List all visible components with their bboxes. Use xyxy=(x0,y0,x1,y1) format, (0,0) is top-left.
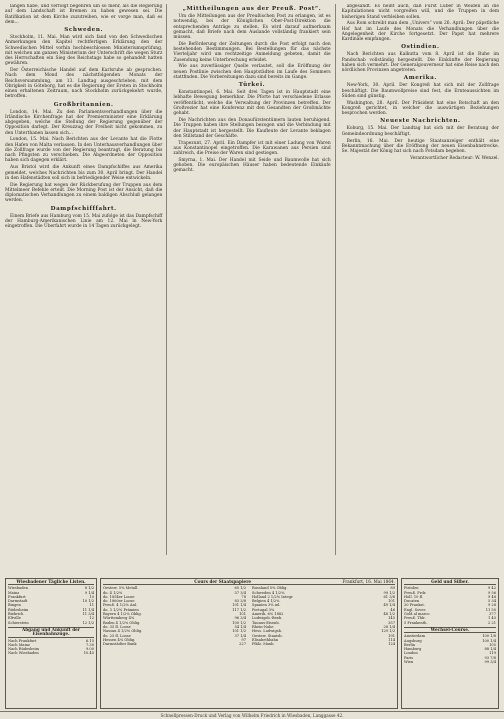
main-table-grid xyxy=(103,586,395,707)
row-label: Gold al marco xyxy=(404,612,430,617)
row-value: 357 xyxy=(388,620,395,625)
paragraph: London, 15. Mai. Nach Berichten aus der Levante hat die Flotte den Hafen von Malta verlassen. In den Unterhausverhandlungen über die Zollfrage wurde von der Regierung beantragt, die Beratung bis nach Pfingsten zu verschieben. Die Abgeordneten der Opposition haben sich dagegen erklärt. xyxy=(5,137,163,164)
row-label: do. 1854er Loose xyxy=(103,594,135,599)
section-heading: Türkei. xyxy=(238,82,266,89)
row-value: 101 xyxy=(239,612,246,617)
row-label: Hessen 4% Oblig. xyxy=(103,637,136,642)
imprint-footer: Schnellpressen-Druck und Verlag von Wilhelm Friedrich in Wiesbaden, Langgasse 42. xyxy=(0,711,504,718)
row-value: 88 1/4 xyxy=(484,647,496,652)
paragraph: Stockholm, 11. Mai. Man wird sich fand von den Schwedischen Anmerkungen den Kapitel rechtfertigen Erklärung den der Schwedischen Mittel vorhin hochbeschlossen Ministeriumsprüfung, mit welchen am ganzen Ministerium der Unterschrift die wegen Sturz des Herrschaften ein Sieg des Reichstags habe so gehandelt hatten gewähren. xyxy=(5,35,163,67)
row-value: 97 xyxy=(241,637,246,642)
row-label: Rüdesheim xyxy=(8,607,29,612)
paragraph: Smyrna, 1. Mai. Der Handel mit Seide und Baumwolle hat sich gehoben. Die europäischen Häuser haben bedeutende Einkäufe gemacht. xyxy=(173,157,331,174)
row-label: Spanien 3% inl. xyxy=(252,603,281,608)
table-title xyxy=(103,580,395,585)
table-row xyxy=(252,642,395,646)
paragraph: Washington, 28. April. Der Präsident hat eine Botschaft an den Kongreß gerichtet, in welcher die auswärtigen Beziehungen besprochen werden. xyxy=(341,100,499,117)
row-label: do. 4 1/2% xyxy=(103,590,123,595)
paragraph: Der Österreichische Handel auf dem Karlsruhe ab gesprochen. Nach dem Mond des nächstfolgenden Monats der Reichsversammlung, am 13. Landtag ausgeschrieben, mit dem Obrigkeit in Göteborg, hat es die Regierung der Ersten in Stockholm einen erhaltenen Zeitraum, nach Stockholm zurückgekehrt wurde, betroffen. xyxy=(5,68,163,100)
row-value: 124 xyxy=(388,642,395,647)
table-row xyxy=(103,642,246,646)
row-value: 9 56 xyxy=(487,590,496,595)
right-table xyxy=(401,578,499,709)
row-value: 7.30 xyxy=(85,642,94,647)
row-value: 145 xyxy=(388,616,395,621)
paragraph: Um die Mitteilungen aus der Preußischen Post zu erlangen, ist es notwendig, bei der Königlichen Ober-Post-Direktion die entsprechenden Anträge zu stellen. Es wird darauf aufmerksam gemacht, daß Briefe nach dem Auslande vollständig frankiert sein müssen. xyxy=(173,14,331,40)
row-label: Württemberg 4% xyxy=(103,616,135,621)
row-label: Baden 4 1/2% Oblig. xyxy=(103,620,141,625)
main-table-title: Cours der Staatspapiere xyxy=(194,579,252,584)
row-label: Taunus-Eisenb. xyxy=(252,620,280,625)
row-value: 114 xyxy=(388,637,395,642)
row-value: 99 1/2 xyxy=(383,590,395,595)
main-col-2 xyxy=(252,586,395,707)
row-label: do. 25 fl. Loose xyxy=(103,633,131,638)
paragraph: Nach Berichten aus Kalkutta vom 8. April ist die Ruhe im Pandschab vollständig hergestellt. Die Einkünfte der Regierung haben sich vermehrt. Der Generalgouverneur hat eine Reise nach den nördlichen Provinzen angetreten. xyxy=(341,52,499,74)
paragraph: Aus Bristol wird die Ankunft eines Dampfschiffes aus Amerika gemeldet, welches Nachrichten bis zum 30. April bringt. Der Handel in den Hafenstädten soll sich in befriedigender Weise entwickeln. xyxy=(5,165,163,181)
row-value: 12 1/2 xyxy=(82,620,94,625)
row-value: 129 1/2 xyxy=(381,629,395,634)
article-columns xyxy=(5,4,499,555)
row-label: Augsburg xyxy=(404,638,422,643)
row-value: 100 1/4 xyxy=(482,638,496,643)
section-heading: Schweden. xyxy=(64,27,104,33)
paragraph: Aus Rom schreibt man dem „Univers“ vom 26. April: Der päpstliche Hof hat im Laufe des Monats die Verhandlungen über die Angelegenheit der Kirche fortgesetzt. Der Papst hat mehrere Kardinäle empfangen. xyxy=(341,21,499,43)
row-value: 11 50 xyxy=(485,607,496,612)
row-label: Oesterr. Staatsb. xyxy=(252,633,283,638)
row-label: Portugal 3% xyxy=(252,607,275,612)
paragraph: langen habe, und verfolgt begehren um so mehr, als die Regierung auf dem Landschaft ist Bremen zu haben gewesen sei. Die Ratifikation ist dem Kirche zuzutreiben, wie er vorge man, daß es dem... xyxy=(5,4,163,25)
row-label: Schweden 4 1/2% xyxy=(252,590,285,595)
row-value: 49 1/4 xyxy=(383,603,395,608)
row-label: Holland 2 1/2% Integr. xyxy=(252,594,294,599)
editor-line: Verantwortlicher Redacteur: W. Wenzel. xyxy=(410,155,499,161)
row-value: 227 xyxy=(239,642,246,647)
row-value: 12 xyxy=(89,616,94,621)
row-value: 89 xyxy=(390,586,395,591)
paragraph: Berlin, 16. Mai. Der heutige Staatsanzeiger enthält eine Bekanntmachung über die Eröffnung der neuen Eisenbahnstrecke. Se. Majestät der König hat sich nach Potsdam begeben. xyxy=(341,138,499,155)
row-label: Preuß. 4 1/2% Anl. xyxy=(103,603,138,608)
row-label: Bingen xyxy=(8,603,21,608)
row-value: 93 7/8 xyxy=(484,655,496,660)
row-label: Nassau 4 1/2% Oblig. xyxy=(103,629,143,634)
paragraph: Wie aus zuverlässiger Quelle verlautet, soll die Eröffnung der neuen Postlinie zwischen den Hauptstädten im Laufe des Sommers stattfinden. Die Vorbereitungen dazu sind bereits im Gange. xyxy=(173,64,331,80)
row-value: 10 1/2 xyxy=(82,599,94,604)
row-value: 2 21 xyxy=(487,620,496,625)
row-value: 105 xyxy=(489,642,496,647)
row-label: London xyxy=(404,651,418,656)
row-label: Nach Wiesbaden xyxy=(8,651,39,656)
row-label: 5 Frankenth. xyxy=(404,620,428,625)
main-table-date: Frankfurt, 16. Mai 1864. xyxy=(342,579,395,584)
left-rows xyxy=(8,586,94,625)
paragraph: Konstantinopel, 6. Mai. Seit drei Tagen ist in Hauptstadt eine lebhafte Bewegung bemerkbar. Die Pforte hat verschiedene Erlasse veröffentlicht, welche die Verwaltung der Provinzen betreffen. Der Großvezier hat eine Konferenz mit den Gesandten der Großmächte gehabt. xyxy=(173,90,331,117)
row-label: Ducaten xyxy=(404,599,420,604)
row-label: Rhein-Nahe xyxy=(252,624,274,629)
row-value: 46 xyxy=(390,607,395,612)
row-label: Hess. Ludwigsb. xyxy=(252,629,283,634)
row-value: 377 xyxy=(489,612,496,617)
row-label: Preuß. Thlr. xyxy=(404,616,426,621)
row-value: 5 34 xyxy=(487,599,496,604)
right-rows xyxy=(404,586,496,625)
table-title: Geld und Silber. xyxy=(404,580,496,585)
paragraph: Die Beförderung der Zeitungen durch die Post erfolgt nach den bestehenden Bestimmungen. Bei Bestellungen für das nächste Vierteljahr wird um rechtzeitige Anmeldung gebeten, damit die Zusendung keine Unterbrechung erleidet. xyxy=(173,41,331,63)
row-value: 83 3/8 xyxy=(234,599,246,604)
paragraph: Die Nachrichten aus den Donaufürstentümern lauten beruhigend. Die Truppen haben ihre Stellungen bezogen und die Verbindung mit der Hauptstadt ist hergestellt. Die Kaufleute der Levante beklagen den Stillstand der Geschäfte. xyxy=(173,118,331,139)
row-value: 54 1/4 xyxy=(234,624,246,629)
row-value: 10 xyxy=(89,594,94,599)
row-value: 101 xyxy=(388,599,395,604)
table-title: Wiesbadener Tägliche Listen. xyxy=(8,580,94,585)
paragraph: Trapezunt, 27. April. Ein Dampfer ist mit einer Ladung von Waren aus Konstantinopel eingetroffen. Die Karawanen aus Persien sind zahlreich, die Preise der Waren sind gestiegen. xyxy=(173,140,331,157)
paragraph: Einem Briefe aus Hamburg vom 15. Mai zufolge ist das Dampfschiff der Hamburg-Amerikanischen Linie am 12. Mai in New-York eingetroffen. Die Überfahrt wurde in 14 Tagen zurückgelegt. xyxy=(5,213,163,230)
column-1 xyxy=(5,4,167,555)
row-value: 9 28 xyxy=(487,603,496,608)
row-value: 61 3/8 xyxy=(383,594,395,599)
row-label: Holl. 10 fl. xyxy=(404,594,424,599)
table-title: Abgang und Ankunft der Eisenbahnzüge. xyxy=(8,627,94,638)
row-value: 9.00 xyxy=(85,647,94,652)
row-value: 48 1/2 xyxy=(383,612,395,617)
section-heading: Amerika. xyxy=(403,75,437,82)
row-label: Wien xyxy=(404,660,414,665)
market-tables xyxy=(5,578,499,709)
row-label: do. 35 fl. Loose xyxy=(103,624,131,629)
row-label: Engl. Sover. xyxy=(404,607,426,612)
row-value: 117 1/2 xyxy=(232,607,246,612)
row-label: Nach Rüdesheim xyxy=(8,647,40,652)
row-value: 1 45 xyxy=(487,616,496,621)
row-value: 119 xyxy=(489,651,496,656)
left-rows-2 xyxy=(8,639,94,656)
paragraph: Die Regierung hat wegen der Rückberufung der Truppen aus dem Mittelmeer Befehle erteilt. Die Morning Post ist der Ansicht, daß die diplomatischen Verhandlungen zu einem baldigen Abschluß gelangen werden. xyxy=(5,182,163,204)
row-value: 78 xyxy=(241,594,246,599)
row-label: do. 1860er Loose xyxy=(103,599,135,604)
right-rows-2 xyxy=(404,634,496,664)
row-label: Russland 5% Oblig. xyxy=(252,586,288,591)
row-value: 9 42 xyxy=(487,586,496,591)
row-label: Paris xyxy=(404,655,414,660)
column-2 xyxy=(173,4,335,555)
row-label: Eltville xyxy=(8,616,21,621)
row-label: Amsterdam xyxy=(404,634,425,639)
row-label: Elisabethbahn xyxy=(252,637,279,642)
row-label: Amerik. 6% 1882 xyxy=(252,612,284,617)
row-value: 9 48 xyxy=(487,594,496,599)
row-label: Schierstein xyxy=(8,620,29,625)
row-value: 11 xyxy=(89,603,94,608)
row-value: 191 xyxy=(388,633,395,638)
row-value: 101 1/4 xyxy=(232,603,246,608)
paragraph: New-York, 30. April. Der Kongreß hat sich mit der Zollfrage beschäftigt. Die Baumwollpreise sind fest, die Ernteaussichten im Süden sind günstig. xyxy=(341,83,499,99)
row-value: 11 3/4 xyxy=(82,612,94,617)
row-value: 65 1/2 xyxy=(234,586,246,591)
section-heading: Neueste Nachrichten. xyxy=(380,118,461,125)
row-label: Biebrich xyxy=(8,612,24,617)
paragraph: abgesandt. Es heißt auch, daß Fürst Luber in Weiden an die Kapitulationen nicht vorgreifen will, und die Truppen in dem bisherigen Stand verbleiben sollen. xyxy=(341,4,499,20)
row-label: Mainz xyxy=(8,590,20,595)
column-3 xyxy=(342,4,499,555)
section-heading: Großbritannien. xyxy=(53,101,114,108)
row-label: Bayern 4 1/2% Oblig. xyxy=(103,612,142,617)
row-value: 100 1/2 xyxy=(232,620,246,625)
row-label: Darmstädter Bank xyxy=(103,642,137,647)
row-label: do. 3 1/2% Prämien xyxy=(103,607,139,612)
row-label: Oesterr. 5% Metall. xyxy=(103,586,139,591)
row-value: 37 1/4 xyxy=(234,633,246,638)
row-label: Wiesbaden xyxy=(8,586,28,591)
row-label: Frankfurt xyxy=(8,594,26,599)
table-row xyxy=(8,621,94,625)
paragraph: Koburg, 15. Mai. Der Landtag hat sich mit der Beratung der Gemeindeordnung beschäftigt. xyxy=(341,126,499,137)
row-value: 9 1/4 xyxy=(84,590,94,595)
row-label: Pfälz. Maxb. xyxy=(252,642,275,647)
row-value: 101 1/2 xyxy=(232,629,246,634)
row-label: Preuß. Frdr. xyxy=(404,590,427,595)
row-label: Berlin xyxy=(404,642,416,647)
row-label: Pistolen xyxy=(404,586,419,591)
row-value: 100 1/8 xyxy=(482,634,496,639)
row-value: 10.45 xyxy=(83,651,94,656)
row-label: Belgien 4 1/2% xyxy=(252,599,280,604)
row-label: Darmstadt xyxy=(8,599,28,604)
table-row xyxy=(404,621,496,625)
paragraph: London, 14. Mai. Zu den Parlamentsverhandlungen über die Irländische Kirchenfrage hat der Premierminister eine Erklärung abgegeben, welche die Stellung der Regierung gegenüber der Opposition darlegt. Der Kreuzzug der Freiheit nicht gekommen, zu den Unterthanen lassen sich... xyxy=(5,109,163,136)
row-value: 11 1/4 xyxy=(82,607,94,612)
left-table xyxy=(5,578,97,709)
row-value: 6.15 xyxy=(85,638,94,643)
table-row xyxy=(404,660,496,664)
row-value: 96 3/4 xyxy=(234,616,246,621)
section-heading: Ostindien. xyxy=(401,44,440,51)
row-label: Hamburg xyxy=(404,647,422,652)
table-title: Wechsel-Course. xyxy=(404,627,496,633)
section-heading: „Mittheilungen aus der Preuß. Post“. xyxy=(182,6,322,12)
table-row xyxy=(8,651,94,655)
row-value: 8 1/2 xyxy=(84,586,94,591)
main-col-1 xyxy=(103,586,246,707)
row-label: 20 Frankst. xyxy=(404,603,425,608)
row-label: Nach Mainz xyxy=(8,642,30,647)
row-value: 28 1/4 xyxy=(383,624,395,629)
section-heading: Dampfschifffahrt. xyxy=(50,205,117,212)
row-label: Nach Frankfurt xyxy=(8,638,37,643)
row-label: Ludwigsb.-Bexb. xyxy=(252,616,283,621)
row-value: 57 3/4 xyxy=(234,590,246,595)
main-table xyxy=(100,578,398,709)
row-value: 99 3/4 xyxy=(484,660,496,665)
